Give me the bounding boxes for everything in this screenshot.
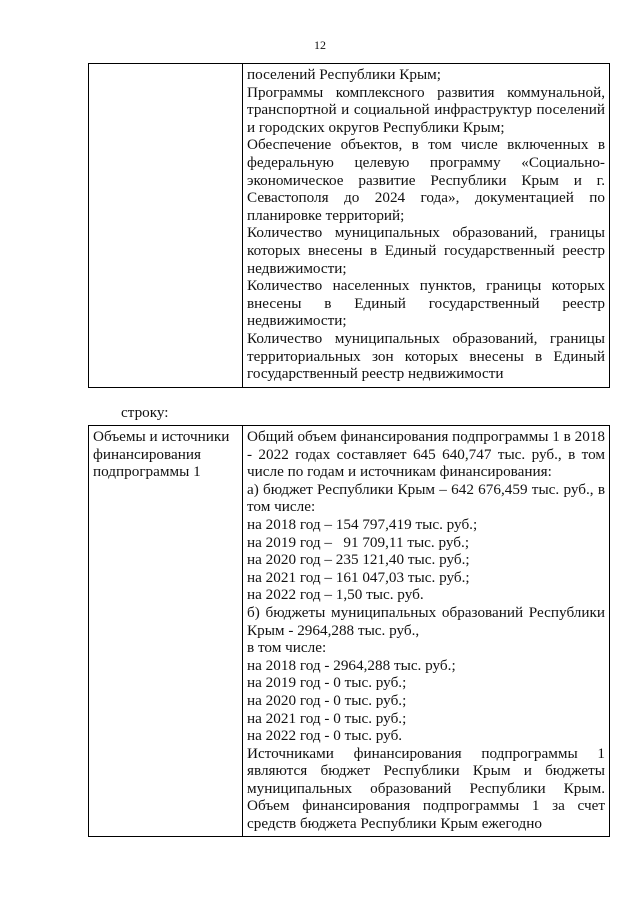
text-line: поселений Республики Крым; [247, 66, 442, 83]
text-line: на 2020 год – 235 121,40 тыс. руб.; [247, 551, 470, 569]
text-line: в том числе: [247, 639, 327, 657]
text-line: на 2020 год - 0 тыс. руб.; [247, 691, 407, 709]
text-table-continuation [88, 63, 610, 388]
text-line: Количество муниципальных образований, границы территориальных зон которых внесены в Единый государственный реестр недвижимости [247, 329, 605, 383]
text-line: на 2021 год – 161 047,03 тыс. руб.; [247, 568, 470, 586]
table-row [89, 426, 610, 837]
text-line: на 2022 год – 1,50 тыс. руб. [247, 586, 424, 604]
financing-table [88, 425, 610, 837]
intertext-label: строку: [121, 404, 169, 421]
table-right-cell [243, 64, 610, 388]
text-line: Общий объем финансирования подпрограммы 1 в 2018 - 2022 годах составляет 645 640,747 тыс. руб., в том числе по годам и источникам финансирования: [247, 428, 606, 481]
text-line: на 2019 год - 0 тыс. руб.; [247, 674, 407, 692]
text-line: Источниками финансирования подпрограммы 1 являются бюджет Республики Крым и бюджеты муниципальных образований Республики Крым. Объем финансирования подпрограммы 1 за счет средств бюджета Республики Крым ежегодно [247, 744, 605, 833]
text-line: а) бюджет Республики Крым – 642 676,459 тыс. руб., в том числе: [247, 480, 605, 516]
text-line: на 2022 год - 0 тыс. руб. [247, 727, 403, 745]
page-number: 12 [314, 38, 326, 52]
text-line: Программы комплексного развития коммунальной, транспортной и социальной инфраструктур поселений и городских округов Республики Крым; [247, 83, 605, 136]
text-line: на 2021 год - 0 тыс. руб.; [247, 709, 407, 727]
table-right-cell [243, 426, 610, 837]
text-line: на 2018 год - 2964,288 тыс. руб.; [247, 656, 456, 674]
text-line: Количество муниципальных образований, границы которых внесены в Единый государственный реестр недвижимости; [247, 224, 605, 277]
table-left-cell [89, 64, 243, 388]
text-line: Обеспечение объектов, в том числе включенных в федеральную целевую программу «Социально-экономическое развитие Республики Крым и г. Севастополя до 2024 года», документацией по планировке территорий; [247, 136, 605, 224]
table-row [89, 64, 610, 388]
text-line: Количество населенных пунктов, границы которых внесены в Единый государственный реестр недвижимости; [247, 277, 605, 330]
table-left-cell: Объемы и источники финансирования подпрограммы 1 [89, 426, 243, 837]
text-line: б) бюджеты муниципальных образований Республики Крым - 2964,288 тыс. руб., [247, 603, 605, 639]
text-line: на 2019 год – 91 709,11 тыс. руб.; [247, 533, 470, 551]
text-line: на 2018 год – 154 797,419 тыс. руб.; [247, 515, 478, 533]
